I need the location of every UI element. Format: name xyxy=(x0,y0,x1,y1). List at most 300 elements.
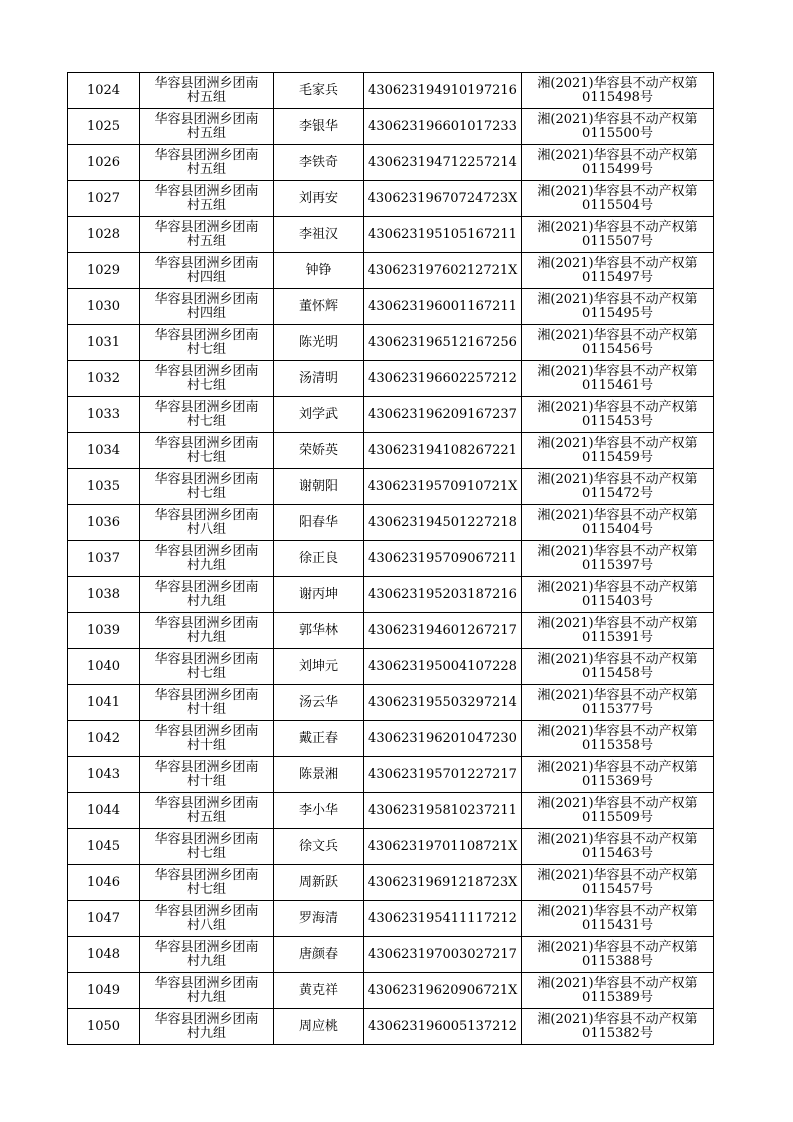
table-row xyxy=(68,973,714,1009)
id-number-cell xyxy=(364,325,522,361)
id-number: 430623194910197216 xyxy=(368,82,517,98)
certificate-line: 湘(2021)华容县不动产权第 xyxy=(537,687,698,703)
owner-name-cell xyxy=(274,721,364,757)
address-cell xyxy=(140,865,274,901)
owner-name-cell xyxy=(274,649,364,685)
certificate-line: 0115498号 xyxy=(582,89,653,105)
certificate-line: 湘(2021)华容县不动产权第 xyxy=(537,183,698,199)
certificate-cell xyxy=(522,577,714,613)
row-number: 1036 xyxy=(86,514,121,530)
id-number-cell xyxy=(364,1009,522,1045)
id-number-cell xyxy=(364,73,522,109)
certificate-cell xyxy=(522,829,714,865)
id-number: 430623194501227218 xyxy=(368,514,517,530)
row-number-cell xyxy=(68,361,140,397)
row-number: 1037 xyxy=(86,550,121,566)
id-number-cell xyxy=(364,397,522,433)
address-line: 村五组 xyxy=(186,161,226,177)
table-row xyxy=(68,217,714,253)
row-number-cell xyxy=(68,685,140,721)
id-number-cell xyxy=(364,757,522,793)
certificate-line: 0115461号 xyxy=(582,377,653,393)
row-number: 1027 xyxy=(86,190,121,206)
address-line: 华容县团洲乡团南 xyxy=(154,471,259,487)
address-cell xyxy=(140,793,274,829)
address-cell xyxy=(140,937,274,973)
certificate-line: 湘(2021)华容县不动产权第 xyxy=(537,363,698,379)
row-number: 1035 xyxy=(86,478,121,494)
certificate-line: 0115397号 xyxy=(582,557,653,573)
owner-name-cell xyxy=(274,901,364,937)
address-line: 村七组 xyxy=(186,413,226,429)
id-number: 430623194601267217 xyxy=(368,622,517,638)
owner-name: 谢朝阳 xyxy=(298,478,338,494)
certificate-line: 湘(2021)华容县不动产权第 xyxy=(537,219,698,235)
row-number: 1026 xyxy=(86,154,121,170)
certificate-cell xyxy=(522,721,714,757)
table-row xyxy=(68,325,714,361)
id-number-cell xyxy=(364,505,522,541)
certificate-cell xyxy=(522,433,714,469)
row-number-cell xyxy=(68,541,140,577)
owner-name-cell xyxy=(274,937,364,973)
owner-name: 李银华 xyxy=(298,118,338,134)
address-line: 村十组 xyxy=(186,737,226,753)
row-number-cell xyxy=(68,613,140,649)
certificate-line: 0115507号 xyxy=(582,233,653,249)
row-number-cell xyxy=(68,901,140,937)
owner-name-cell xyxy=(274,181,364,217)
owner-name-cell xyxy=(274,217,364,253)
id-number: 430623194712257214 xyxy=(368,154,517,170)
table-row xyxy=(68,469,714,505)
address-cell xyxy=(140,649,274,685)
owner-name-cell xyxy=(274,685,364,721)
id-number-cell xyxy=(364,577,522,613)
certificate-line: 0115504号 xyxy=(582,197,653,213)
address-cell xyxy=(140,541,274,577)
row-number-cell xyxy=(68,937,140,973)
certificate-cell xyxy=(522,361,714,397)
address-line: 华容县团洲乡团南 xyxy=(154,363,259,379)
certificate-line: 湘(2021)华容县不动产权第 xyxy=(537,291,698,307)
id-number: 430623194108267221 xyxy=(368,442,517,458)
certificate-cell xyxy=(522,865,714,901)
owner-name-cell xyxy=(274,793,364,829)
address-line: 村十组 xyxy=(186,701,226,717)
address-line: 华容县团洲乡团南 xyxy=(154,903,259,919)
owner-name: 徐文兵 xyxy=(298,838,338,854)
address-line: 村七组 xyxy=(186,341,226,357)
certificate-line: 0115403号 xyxy=(582,593,653,609)
certificate-line: 湘(2021)华容县不动产权第 xyxy=(537,615,698,631)
id-number-cell xyxy=(364,865,522,901)
table-row xyxy=(68,289,714,325)
address-line: 村五组 xyxy=(186,197,226,213)
owner-name-cell xyxy=(274,325,364,361)
id-number: 43062319620906721X xyxy=(367,982,518,998)
address-cell xyxy=(140,721,274,757)
id-number: 430623195203187216 xyxy=(368,586,517,602)
certificate-line: 湘(2021)华容县不动产权第 xyxy=(537,795,698,811)
owner-name: 毛家兵 xyxy=(298,82,338,98)
owner-name: 荣娇英 xyxy=(298,442,338,458)
owner-name: 李小华 xyxy=(298,802,338,818)
row-number: 1030 xyxy=(86,298,121,314)
address-cell xyxy=(140,181,274,217)
certificate-cell xyxy=(522,145,714,181)
table-row xyxy=(68,901,714,937)
certificate-line: 湘(2021)华容县不动产权第 xyxy=(537,435,698,451)
address-cell xyxy=(140,361,274,397)
certificate-line: 湘(2021)华容县不动产权第 xyxy=(537,867,698,883)
address-line: 村九组 xyxy=(186,557,226,573)
row-number: 1044 xyxy=(86,802,121,818)
row-number: 1028 xyxy=(86,226,121,242)
address-line: 华容县团洲乡团南 xyxy=(154,831,259,847)
id-number: 430623196005137212 xyxy=(368,1018,517,1034)
table-row xyxy=(68,253,714,289)
address-line: 华容县团洲乡团南 xyxy=(154,183,259,199)
certificate-line: 湘(2021)华容县不动产权第 xyxy=(537,111,698,127)
address-line: 华容县团洲乡团南 xyxy=(154,111,259,127)
address-line: 华容县团洲乡团南 xyxy=(154,723,259,739)
address-line: 村五组 xyxy=(186,125,226,141)
address-line: 华容县团洲乡团南 xyxy=(154,939,259,955)
address-cell xyxy=(140,1009,274,1045)
row-number: 1047 xyxy=(86,910,121,926)
certificate-line: 0115463号 xyxy=(582,845,653,861)
owner-name-cell xyxy=(274,757,364,793)
certificate-cell xyxy=(522,793,714,829)
certificate-line: 0115431号 xyxy=(582,917,653,933)
row-number: 1034 xyxy=(86,442,121,458)
certificate-cell xyxy=(522,505,714,541)
id-number-cell xyxy=(364,469,522,505)
id-number-cell xyxy=(364,973,522,1009)
table-row xyxy=(68,649,714,685)
owner-name: 汤清明 xyxy=(298,370,338,386)
certificate-line: 湘(2021)华容县不动产权第 xyxy=(537,723,698,739)
certificate-cell xyxy=(522,541,714,577)
address-cell xyxy=(140,73,274,109)
owner-name-cell xyxy=(274,289,364,325)
id-number-cell xyxy=(364,433,522,469)
certificate-line: 0115358号 xyxy=(582,737,653,753)
table-row xyxy=(68,937,714,973)
owner-name-cell xyxy=(274,541,364,577)
row-number: 1024 xyxy=(86,82,121,98)
table-row xyxy=(68,505,714,541)
row-number: 1048 xyxy=(86,946,121,962)
address-line: 村七组 xyxy=(186,485,226,501)
address-line: 村十组 xyxy=(186,773,226,789)
address-cell xyxy=(140,145,274,181)
address-line: 华容县团洲乡团南 xyxy=(154,219,259,235)
row-number-cell xyxy=(68,829,140,865)
id-number: 430623195411117212 xyxy=(368,910,517,926)
row-number-cell xyxy=(68,793,140,829)
address-cell xyxy=(140,433,274,469)
address-cell xyxy=(140,397,274,433)
owner-name-cell xyxy=(274,829,364,865)
address-cell xyxy=(140,289,274,325)
row-number: 1029 xyxy=(86,262,121,278)
owner-name-cell xyxy=(274,505,364,541)
certificate-line: 湘(2021)华容县不动产权第 xyxy=(537,327,698,343)
address-cell xyxy=(140,505,274,541)
certificate-cell xyxy=(522,649,714,685)
certificate-line: 0115472号 xyxy=(582,485,653,501)
id-number: 43062319670724723X xyxy=(367,190,518,206)
id-number: 43062319701108721X xyxy=(367,838,518,854)
row-number-cell xyxy=(68,433,140,469)
certificate-line: 0115456号 xyxy=(582,341,653,357)
address-line: 村七组 xyxy=(186,845,226,861)
row-number-cell xyxy=(68,577,140,613)
address-line: 华容县团洲乡团南 xyxy=(154,435,259,451)
owner-name: 周应桃 xyxy=(298,1018,338,1034)
address-line: 村九组 xyxy=(186,953,226,969)
table-row xyxy=(68,181,714,217)
id-number: 43062319691218723X xyxy=(367,874,518,890)
id-number: 430623195810237211 xyxy=(368,802,517,818)
address-line: 村八组 xyxy=(186,917,226,933)
address-line: 村七组 xyxy=(186,881,226,897)
address-line: 华容县团洲乡团南 xyxy=(154,327,259,343)
registry-body xyxy=(68,73,714,1045)
address-cell xyxy=(140,109,274,145)
owner-name-cell xyxy=(274,577,364,613)
id-number: 430623195709067211 xyxy=(368,550,517,566)
row-number: 1032 xyxy=(86,370,121,386)
certificate-line: 0115382号 xyxy=(582,1025,653,1041)
certificate-line: 湘(2021)华容县不动产权第 xyxy=(537,975,698,991)
id-number-cell xyxy=(364,361,522,397)
certificate-line: 湘(2021)华容县不动产权第 xyxy=(537,471,698,487)
row-number: 1039 xyxy=(86,622,121,638)
address-line: 村九组 xyxy=(186,1025,226,1041)
owner-name: 李祖汉 xyxy=(298,226,338,242)
owner-name-cell xyxy=(274,865,364,901)
id-number-cell xyxy=(364,721,522,757)
address-line: 村八组 xyxy=(186,521,226,537)
address-cell xyxy=(140,685,274,721)
certificate-line: 湘(2021)华容县不动产权第 xyxy=(537,399,698,415)
id-number: 430623196201047230 xyxy=(368,730,517,746)
id-number-cell xyxy=(364,613,522,649)
address-line: 华容县团洲乡团南 xyxy=(154,579,259,595)
owner-name: 刘学武 xyxy=(298,406,338,422)
row-number: 1043 xyxy=(86,766,121,782)
address-line: 村九组 xyxy=(186,989,226,1005)
id-number: 430623195503297214 xyxy=(368,694,517,710)
address-line: 华容县团洲乡团南 xyxy=(154,867,259,883)
certificate-line: 湘(2021)华容县不动产权第 xyxy=(537,507,698,523)
certificate-cell xyxy=(522,973,714,1009)
id-number-cell xyxy=(364,109,522,145)
row-number-cell xyxy=(68,505,140,541)
table-row xyxy=(68,433,714,469)
row-number-cell xyxy=(68,649,140,685)
address-line: 华容县团洲乡团南 xyxy=(154,1011,259,1027)
row-number-cell xyxy=(68,973,140,1009)
row-number-cell xyxy=(68,757,140,793)
address-line: 村五组 xyxy=(186,89,226,105)
table-row xyxy=(68,685,714,721)
certificate-cell xyxy=(522,469,714,505)
row-number: 1049 xyxy=(86,982,121,998)
row-number-cell xyxy=(68,145,140,181)
id-number-cell xyxy=(364,541,522,577)
owner-name: 戴正春 xyxy=(298,730,338,746)
id-number: 430623196001167211 xyxy=(368,298,517,314)
certificate-cell xyxy=(522,937,714,973)
id-number: 430623196512167256 xyxy=(368,334,517,350)
owner-name-cell xyxy=(274,73,364,109)
owner-name: 谢丙坤 xyxy=(298,586,338,602)
id-number-cell xyxy=(364,901,522,937)
certificate-line: 0115369号 xyxy=(582,773,653,789)
address-line: 村七组 xyxy=(186,665,226,681)
owner-name: 钟铮 xyxy=(305,262,332,278)
address-line: 华容县团洲乡团南 xyxy=(154,399,259,415)
owner-name: 郭华林 xyxy=(298,622,338,638)
address-line: 村七组 xyxy=(186,377,226,393)
table-row xyxy=(68,397,714,433)
certificate-line: 0115388号 xyxy=(582,953,653,969)
address-cell xyxy=(140,325,274,361)
id-number: 430623196601017233 xyxy=(368,118,517,134)
address-line: 华容县团洲乡团南 xyxy=(154,975,259,991)
id-number-cell xyxy=(364,253,522,289)
certificate-cell xyxy=(522,1009,714,1045)
row-number-cell xyxy=(68,181,140,217)
id-number-cell xyxy=(364,685,522,721)
address-cell xyxy=(140,253,274,289)
owner-name: 唐颜春 xyxy=(298,946,338,962)
address-cell xyxy=(140,973,274,1009)
row-number: 1025 xyxy=(86,118,121,134)
owner-name-cell xyxy=(274,109,364,145)
address-line: 华容县团洲乡团南 xyxy=(154,507,259,523)
table-row xyxy=(68,1009,714,1045)
certificate-line: 0115458号 xyxy=(582,665,653,681)
certificate-line: 0115500号 xyxy=(582,125,653,141)
row-number: 1040 xyxy=(86,658,121,674)
certificate-line: 0115391号 xyxy=(582,629,653,645)
row-number: 1041 xyxy=(86,694,121,710)
row-number: 1045 xyxy=(86,838,121,854)
table-row xyxy=(68,721,714,757)
certificate-cell xyxy=(522,217,714,253)
owner-name: 董怀辉 xyxy=(298,298,338,314)
certificate-cell xyxy=(522,181,714,217)
address-line: 华容县团洲乡团南 xyxy=(154,687,259,703)
address-cell xyxy=(140,829,274,865)
owner-name: 黄克祥 xyxy=(298,982,338,998)
owner-name-cell xyxy=(274,145,364,181)
certificate-cell xyxy=(522,397,714,433)
row-number: 1038 xyxy=(86,586,121,602)
row-number: 1046 xyxy=(86,874,121,890)
certificate-line: 0115495号 xyxy=(582,305,653,321)
certificate-cell xyxy=(522,73,714,109)
row-number-cell xyxy=(68,73,140,109)
table-row xyxy=(68,757,714,793)
owner-name: 周新跃 xyxy=(298,874,338,890)
owner-name: 汤云华 xyxy=(298,694,338,710)
owner-name: 李铁奇 xyxy=(298,154,338,170)
owner-name-cell xyxy=(274,613,364,649)
certificate-line: 湘(2021)华容县不动产权第 xyxy=(537,1011,698,1027)
row-number-cell xyxy=(68,721,140,757)
address-line: 华容县团洲乡团南 xyxy=(154,75,259,91)
address-line: 村五组 xyxy=(186,809,226,825)
certificate-line: 湘(2021)华容县不动产权第 xyxy=(537,543,698,559)
table-row xyxy=(68,109,714,145)
id-number-cell xyxy=(364,181,522,217)
address-line: 村四组 xyxy=(186,305,226,321)
row-number-cell xyxy=(68,1009,140,1045)
address-cell xyxy=(140,901,274,937)
address-line: 村七组 xyxy=(186,449,226,465)
table-row xyxy=(68,577,714,613)
table-row xyxy=(68,829,714,865)
address-cell xyxy=(140,469,274,505)
id-number: 430623196209167237 xyxy=(368,406,517,422)
address-cell xyxy=(140,757,274,793)
certificate-cell xyxy=(522,253,714,289)
certificate-line: 0115459号 xyxy=(582,449,653,465)
address-line: 华容县团洲乡团南 xyxy=(154,255,259,271)
certificate-line: 0115509号 xyxy=(582,809,653,825)
row-number-cell xyxy=(68,325,140,361)
certificate-line: 0115389号 xyxy=(582,989,653,1005)
owner-name: 陈光明 xyxy=(298,334,338,350)
certificate-line: 0115499号 xyxy=(582,161,653,177)
owner-name-cell xyxy=(274,361,364,397)
owner-name-cell xyxy=(274,1009,364,1045)
id-number-cell xyxy=(364,217,522,253)
owner-name-cell xyxy=(274,433,364,469)
owner-name-cell xyxy=(274,469,364,505)
certificate-line: 0115497号 xyxy=(582,269,653,285)
row-number: 1033 xyxy=(86,406,121,422)
certificate-cell xyxy=(522,325,714,361)
id-number: 430623197003027217 xyxy=(368,946,517,962)
table-row xyxy=(68,361,714,397)
id-number: 430623195701227217 xyxy=(368,766,517,782)
address-line: 华容县团洲乡团南 xyxy=(154,651,259,667)
address-line: 村九组 xyxy=(186,593,226,609)
id-number-cell xyxy=(364,289,522,325)
owner-name-cell xyxy=(274,253,364,289)
id-number: 43062319760212721X xyxy=(367,262,518,278)
certificate-line: 湘(2021)华容县不动产权第 xyxy=(537,255,698,271)
row-number-cell xyxy=(68,253,140,289)
address-line: 华容县团洲乡团南 xyxy=(154,147,259,163)
address-line: 村九组 xyxy=(186,629,226,645)
address-line: 华容县团洲乡团南 xyxy=(154,291,259,307)
address-line: 华容县团洲乡团南 xyxy=(154,543,259,559)
id-number: 43062319570910721X xyxy=(367,478,518,494)
owner-name-cell xyxy=(274,397,364,433)
owner-name: 徐正良 xyxy=(298,550,338,566)
address-cell xyxy=(140,613,274,649)
address-cell xyxy=(140,217,274,253)
table-row xyxy=(68,541,714,577)
